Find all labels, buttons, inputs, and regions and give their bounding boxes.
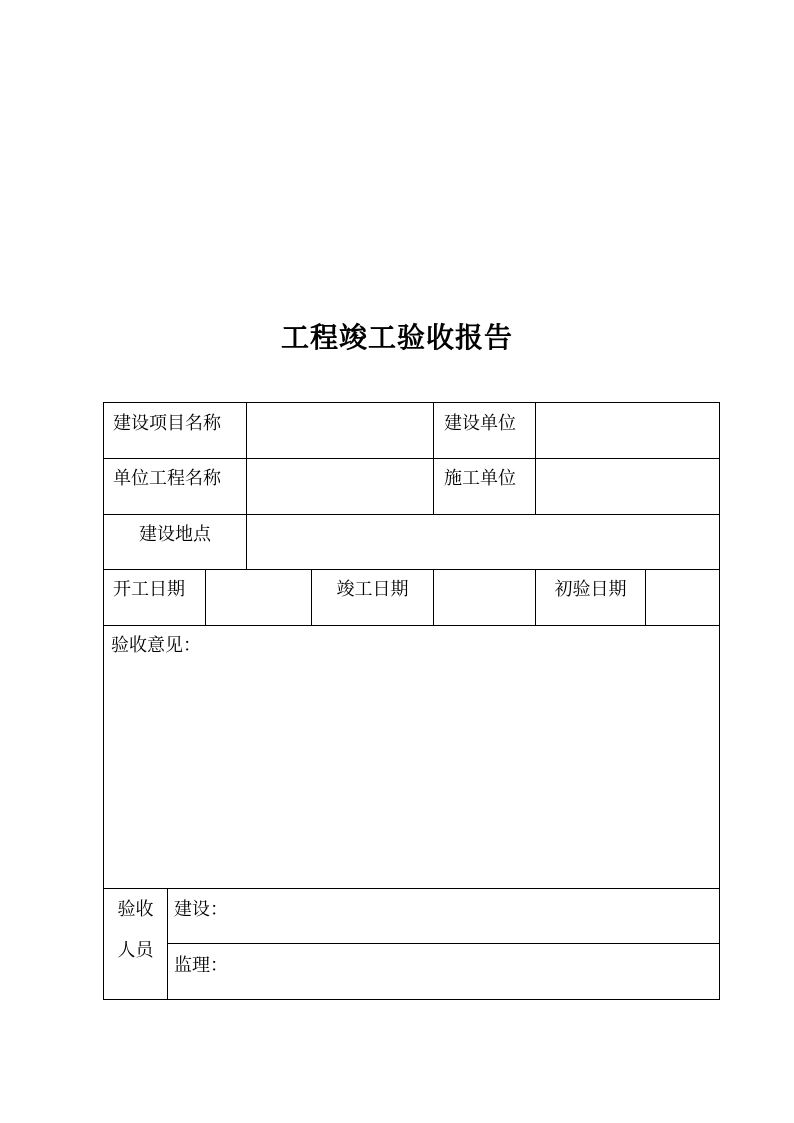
completion-date-label: 竣工日期 xyxy=(336,579,409,600)
initial-inspection-date-field[interactable] xyxy=(646,570,719,625)
row-divider xyxy=(104,625,719,626)
contractor-field[interactable] xyxy=(536,459,719,514)
unit-project-label: 单位工程名称 xyxy=(113,468,221,489)
col-divider xyxy=(433,403,434,514)
col-divider xyxy=(167,888,168,999)
personnel-supervisor-label: 监理： xyxy=(174,955,228,976)
contractor-label: 施工单位 xyxy=(444,468,516,489)
location-field[interactable] xyxy=(247,515,719,569)
acceptance-opinion-label: 验收意见： xyxy=(111,635,201,656)
personnel-label-line1: 验收 xyxy=(117,899,154,920)
personnel-supervisor-field[interactable] xyxy=(234,944,719,999)
builder-label: 建设单位 xyxy=(444,413,516,434)
project-name-label: 建设项目名称 xyxy=(113,413,221,434)
project-name-field[interactable] xyxy=(247,403,433,458)
start-date-field[interactable] xyxy=(206,570,311,625)
completion-date-field[interactable] xyxy=(434,570,535,625)
unit-project-field[interactable] xyxy=(247,459,433,514)
builder-field[interactable] xyxy=(536,403,719,458)
start-date-label: 开工日期 xyxy=(113,579,185,600)
acceptance-form-table xyxy=(103,402,720,1000)
initial-inspection-date-label: 初验日期 xyxy=(554,579,627,600)
personnel-builder-field[interactable] xyxy=(234,889,719,943)
personnel-builder-label: 建设： xyxy=(174,899,228,920)
row-divider xyxy=(104,569,719,570)
location-label: 建设地点 xyxy=(139,524,211,545)
personnel-label-line2: 人员 xyxy=(117,940,154,961)
page-title: 工程竣工验收报告 xyxy=(280,321,513,354)
acceptance-opinion-field[interactable] xyxy=(105,663,718,887)
